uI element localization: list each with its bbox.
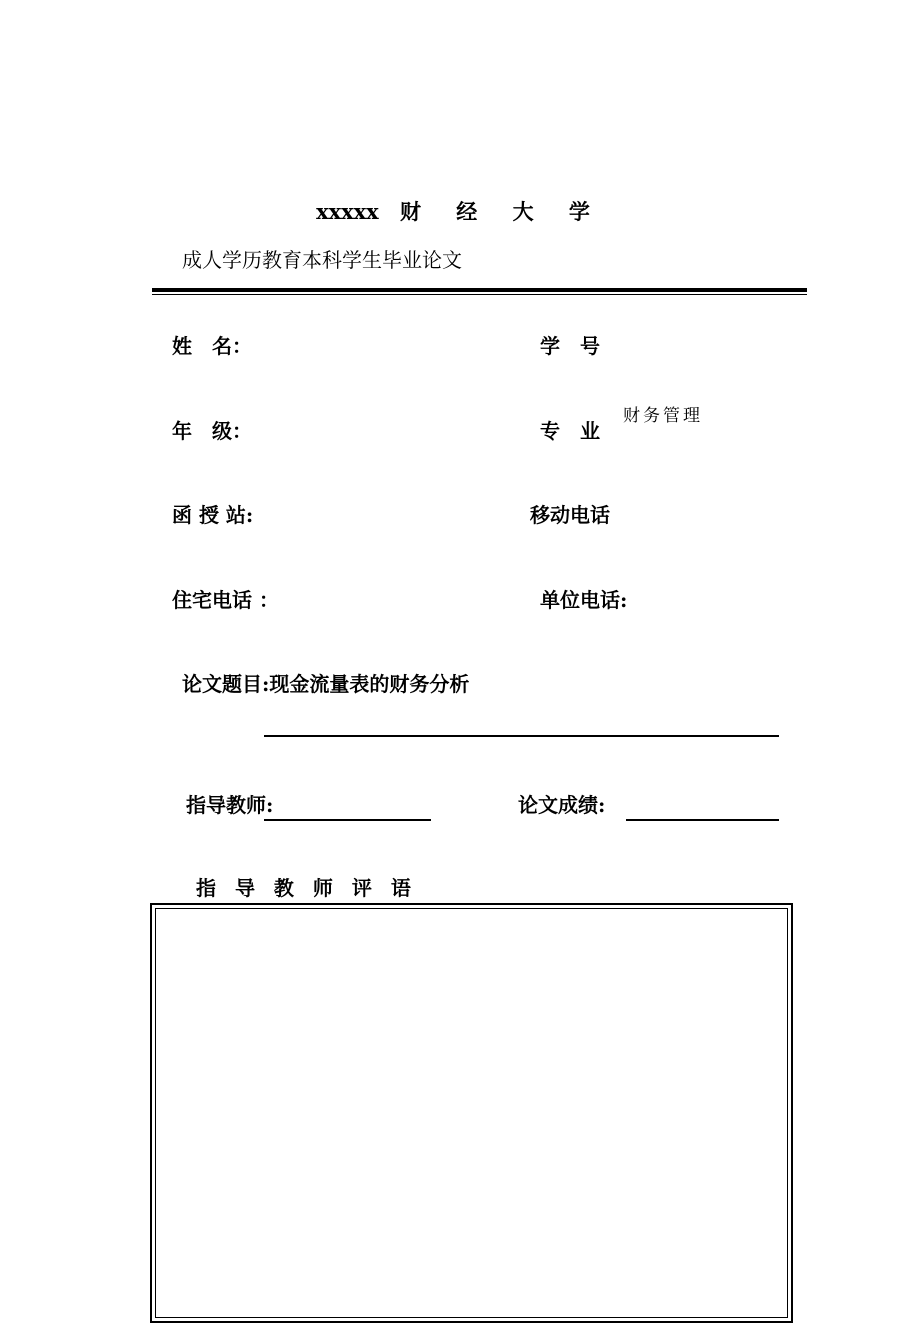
grade-label: 年 级： [172,419,252,443]
major-value: 财务管理 [623,406,703,426]
work-phone-label: 单位电话: [540,588,628,612]
correspondence-station-label: 函 授 站: [172,503,254,527]
document-subtitle: 成人学历教育本科学生毕业论文 [182,248,462,272]
advisor-comments-box[interactable] [155,908,788,1318]
header-rule-thin [152,294,807,295]
thesis-title-row [182,668,469,697]
advisor-underline [264,819,431,821]
advisor-label: 指导教师: [186,793,274,817]
thesis-title-underline [264,735,779,737]
university-char-2: 经 [456,199,478,224]
thesis-title-value: 现金流量表的财务分析 [269,672,470,696]
university-char-1: 财 [399,199,421,224]
university-title [0,196,920,226]
university-char-3: 大 [512,199,534,224]
thesis-grade-underline [626,819,779,821]
thesis-title-label: 论文题目: [182,672,270,696]
home-phone-label: 住宅电话 ： [172,588,279,612]
student-id-label: 学 号 [540,334,600,358]
university-prefix: xxxxx [316,199,379,224]
thesis-grade-label: 论文成绩: [518,793,606,817]
advisor-comments-heading: 指 导 教 师 评 语 [196,876,417,900]
name-label: 姓 名： [172,334,252,358]
major-label: 专 业 [540,419,600,443]
header-rule-thick [152,288,807,292]
university-char-4: 学 [568,199,590,224]
mobile-label: 移动电话 [530,503,610,527]
